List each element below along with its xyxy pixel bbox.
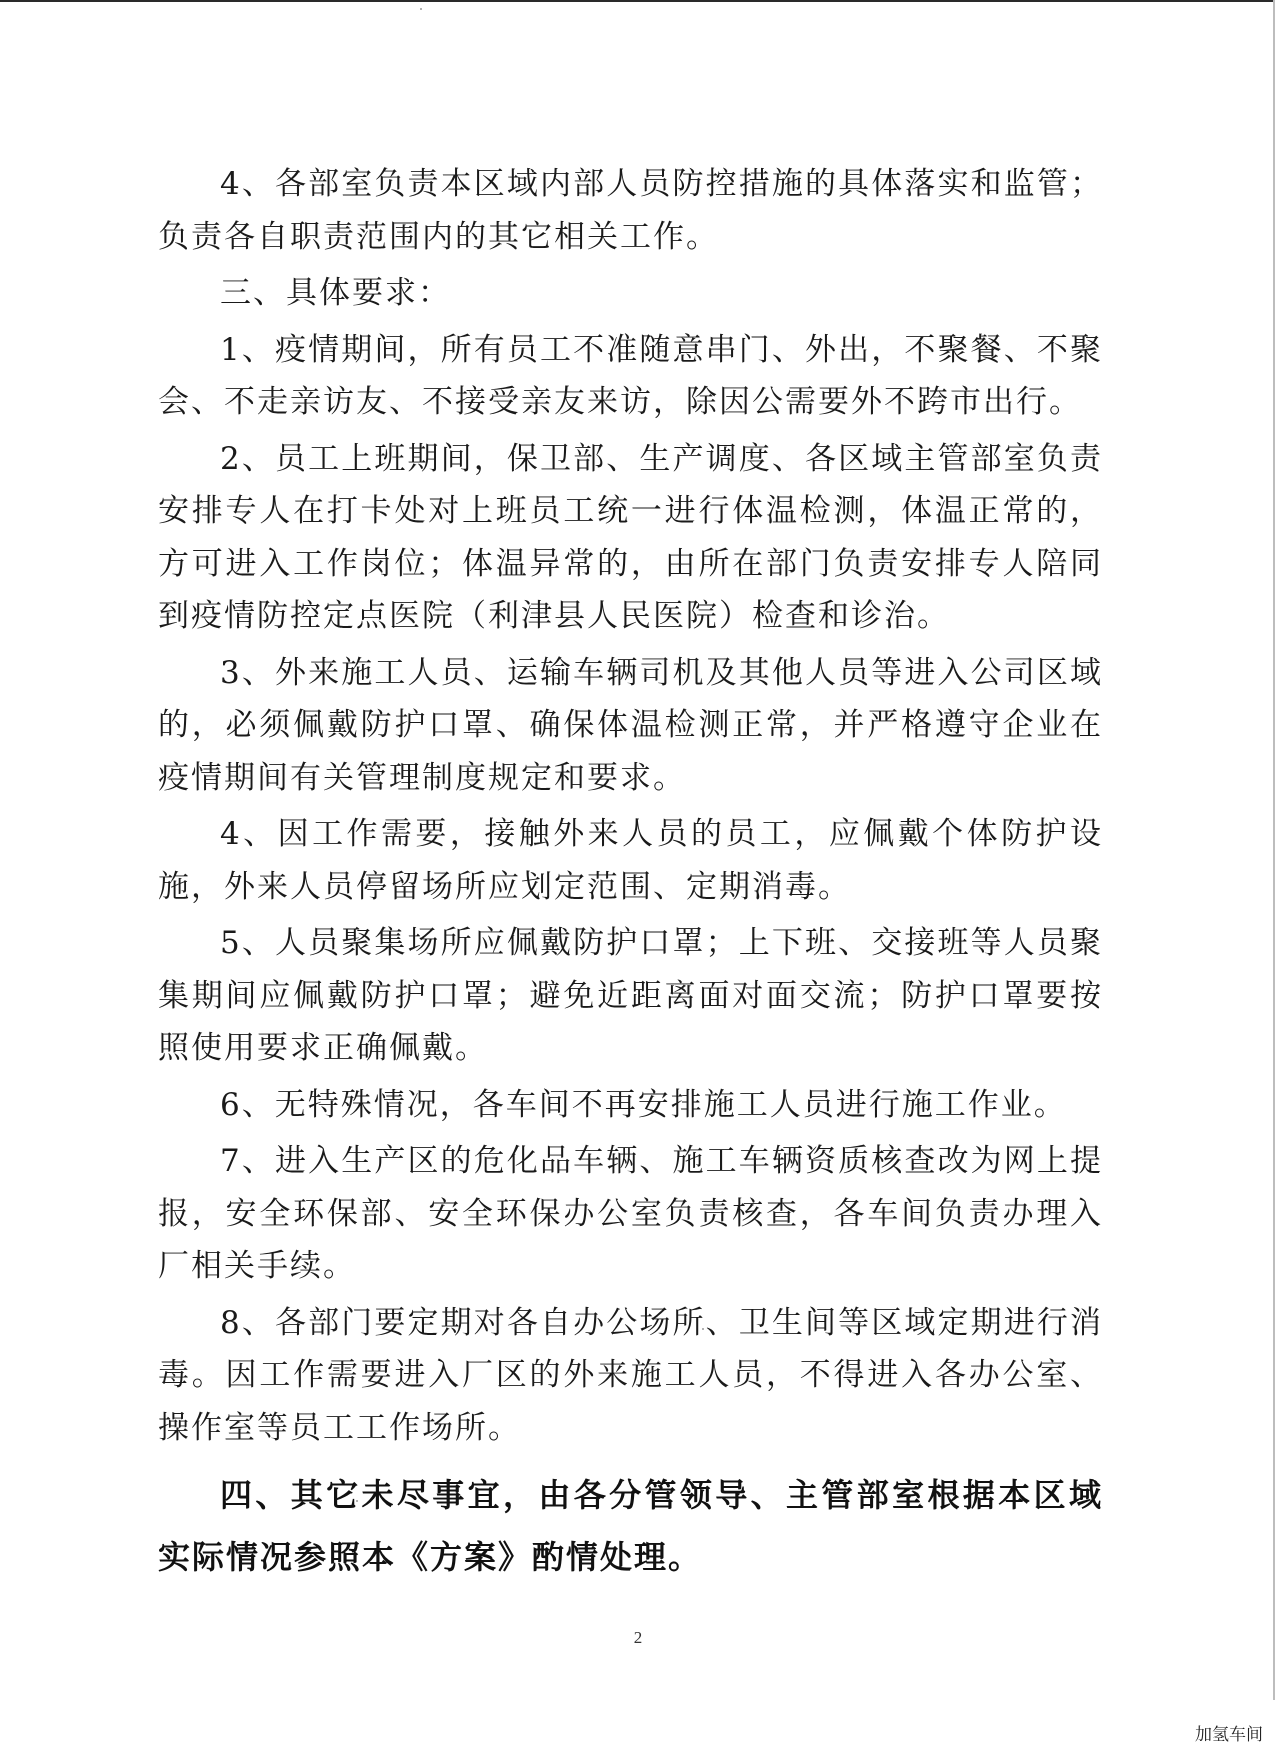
- paragraph-requirement-8: 8、各部门要定期对各自办公场所、卫生间等区域定期进行消毒。因工作需要进入厂区的外来施工人员，不得进入各办公室、操作室等员工工作场所。: [158, 1304, 1103, 1446]
- scan-top-edge: [0, 0, 1275, 2]
- section-heading-requirements: 三、具体要求：: [220, 275, 451, 311]
- section-other-matters: 四、其它未尽事宜，由各分管领导、主管部室根据本区域实际情况参照本《方案》酌情处理。: [158, 1476, 1103, 1576]
- scan-speck: [420, 8, 422, 10]
- paragraph-requirement-3: 3、外来施工人员、运输车辆司机及其他人员等进入公司区域的，必须佩戴防护口罩、确保体温检测正常，并严格遵守企业在疫情期间有关管理制度规定和要求。: [158, 654, 1103, 796]
- document-body: [158, 158, 1103, 1588]
- paragraph-requirement-6: 6、无特殊情况，各车间不再安排施工人员进行施工作业。: [220, 1086, 1067, 1123]
- paragraph-requirement-2: 2、员工上班期间，保卫部、生产调度、各区域主管部室负责安排专人在打卡处对上班员工统一进行体温检测，体温正常的，方可进入工作岗位；体温异常的，由所在部门负责安排专人陪同到疫情防控定点医院（利津县人民医院）检查和诊治。: [158, 440, 1103, 634]
- paragraph-requirement-1: 1、疫情期间，所有员工不准随意串门、外出，不聚餐、不聚会、不走亲访友、不接受亲友来访，除因公需要外不跨市出行。: [158, 331, 1103, 420]
- paragraph-dept-responsibility: 4、各部室负责本区域内部人员防控措施的具体落实和监管；负责各自职责范围内的其它相关工作。: [158, 166, 1103, 255]
- paragraph-requirement-7: 7、进入生产区的危化品车辆、施工车辆资质核查改为网上提报，安全环保部、安全环保办公室负责核查，各车间负责办理入厂相关手续。: [158, 1143, 1103, 1284]
- paragraph-requirement-4: 4、因工作需要，接触外来人员的员工，应佩戴个体防护设施，外来人员停留场所应划定范围、定期消毒。: [158, 816, 1103, 905]
- footer-watermark-tag: 加氢车间: [1195, 1725, 1263, 1745]
- paragraph-requirement-5: 5、人员聚集场所应佩戴防护口罩；上下班、交接班等人员聚集期间应佩戴防护口罩；避免近距离面对面交流；防护口罩要按照使用要求正确佩戴。: [158, 925, 1103, 1066]
- page-number: 2: [633, 1628, 643, 1647]
